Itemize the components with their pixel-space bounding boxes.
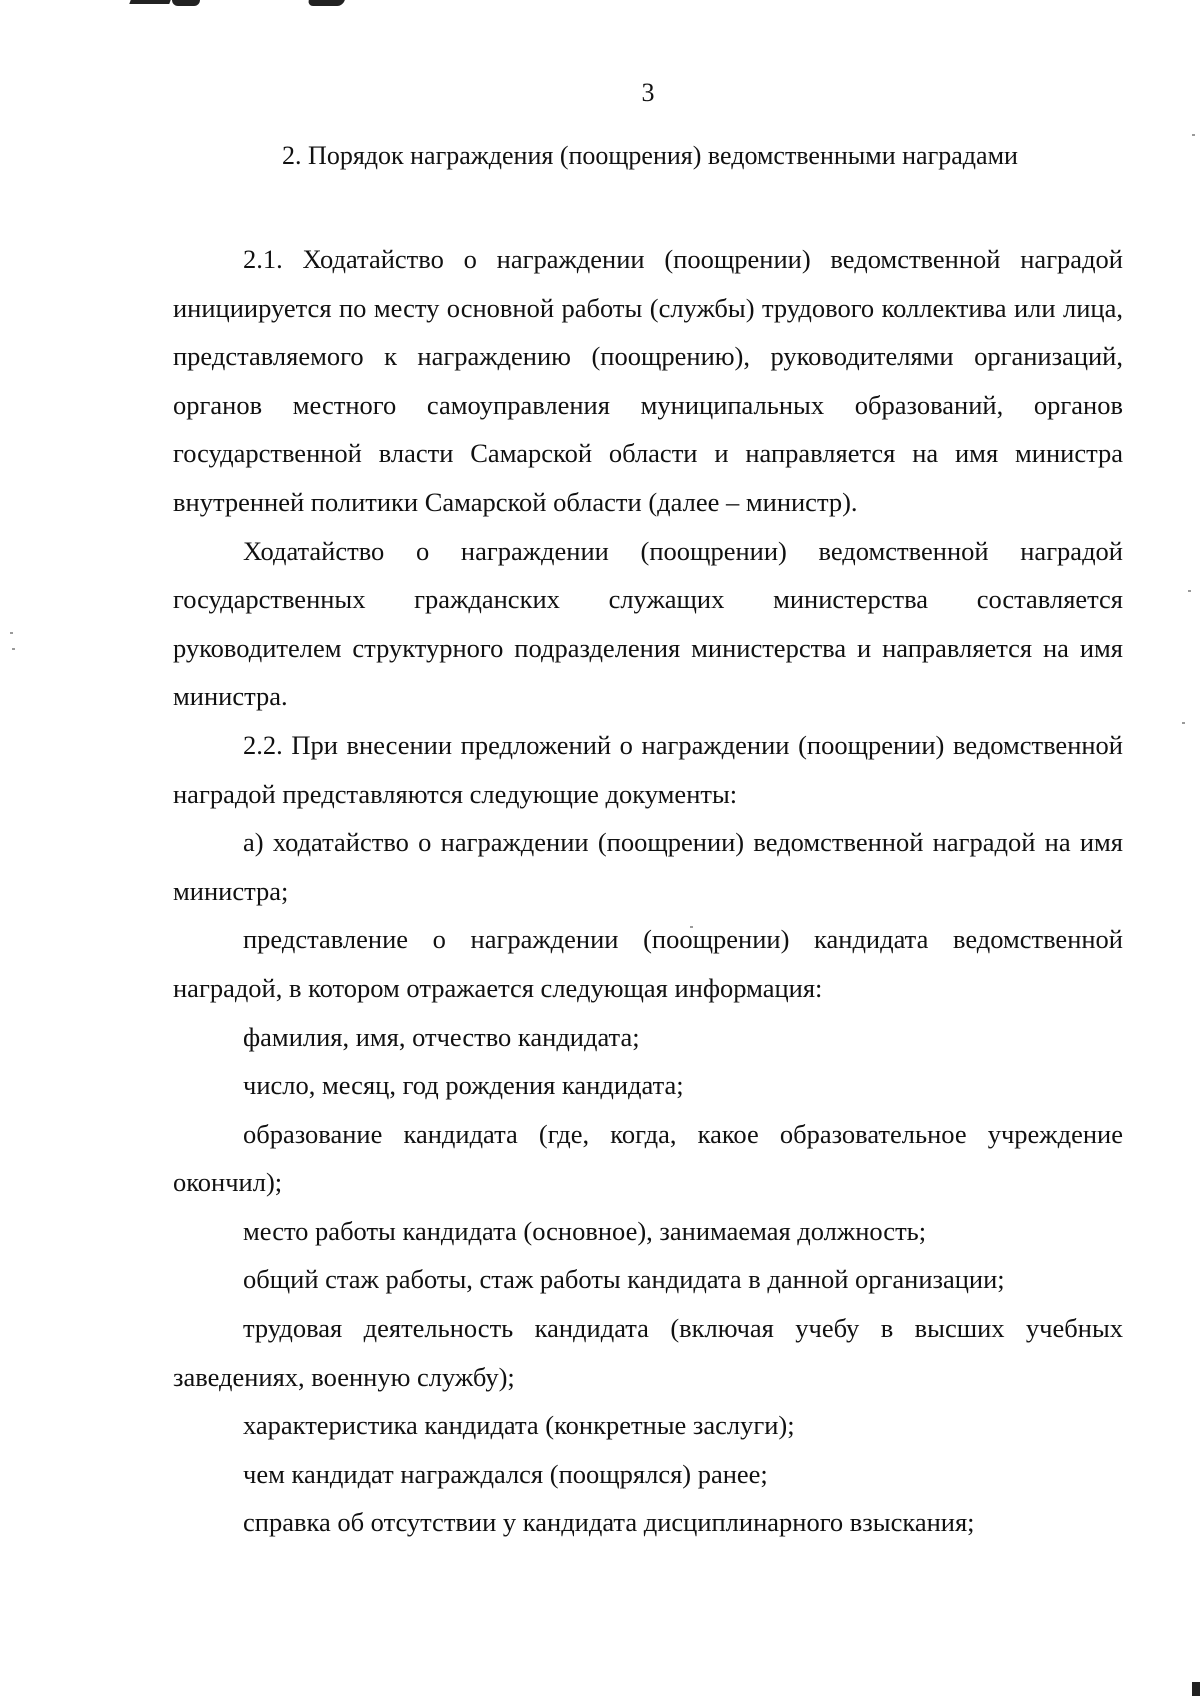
- paragraph: 2.2. При внесении предложений о награждении (поощрении) ведомственной наградой представляются следующие документы:: [173, 729, 1123, 809]
- document-body: [173, 235, 1123, 1547]
- page-number: 3: [641, 78, 655, 107]
- scan-artifact: [1192, 1682, 1200, 1696]
- scan-speck: [1192, 134, 1195, 136]
- scan-artifact: [129, 0, 170, 4]
- paragraph: представление о награждении (поощрении) кандидата ведомственной наградой, в котором отражается следующая информация:: [173, 924, 1123, 1003]
- scan-speck: [1182, 722, 1185, 724]
- scan-speck: [12, 648, 15, 650]
- scan-speck: [1188, 590, 1191, 592]
- paragraph: место работы кандидата (основное), занимаемая должность;: [243, 1215, 927, 1246]
- scan-artifact: [307, 0, 345, 6]
- paragraph: фамилия, имя, отчество кандидата;: [243, 1021, 640, 1052]
- scan-artifact: [172, 0, 200, 6]
- paragraph: справка об отсутствии у кандидата дисциплинарного взыскания;: [243, 1507, 975, 1538]
- paragraph: а) ходатайство о награждении (поощрении) ведомственной наградой на имя министра;: [173, 827, 1123, 906]
- paragraph: чем кандидат награждался (поощрялся) ранее;: [243, 1458, 768, 1489]
- paragraph: общий стаж работы, стаж работы кандидата в данной организации;: [243, 1264, 1005, 1295]
- paragraph: число, месяц, год рождения кандидата;: [243, 1070, 684, 1101]
- paragraph: 2.1. Ходатайство о награждении (поощрении) ведомственной наградой инициируется по месту основной работы (службы) трудового коллектива или лица, представляемого к награждению (поощрению), руководителями организаций, органов местного самоуправления муниципальных образований, органов государственной власти Самарской области и направляется на имя министра внутренней политики Самарской области (далее – министр).: [173, 244, 1123, 517]
- paragraph: Ходатайство о награждении (поощрении) ведомственной наградой государственных гражданских служащих министерства составляется руководителем структурного подразделения министерства и направляется на имя министра.: [173, 535, 1123, 712]
- scan-speck: [10, 632, 13, 634]
- paragraph: трудовая деятельность кандидата (включая учебу в высших учебных заведениях, военную службу);: [173, 1313, 1123, 1392]
- section-heading: 2. Порядок награждения (поощрения) ведомственными наградами: [282, 141, 1018, 170]
- paragraph: образование кандидата (где, когда, какое образовательное учреждение окончил);: [173, 1118, 1123, 1198]
- paragraph: характеристика кандидата (конкретные заслуги);: [243, 1410, 795, 1441]
